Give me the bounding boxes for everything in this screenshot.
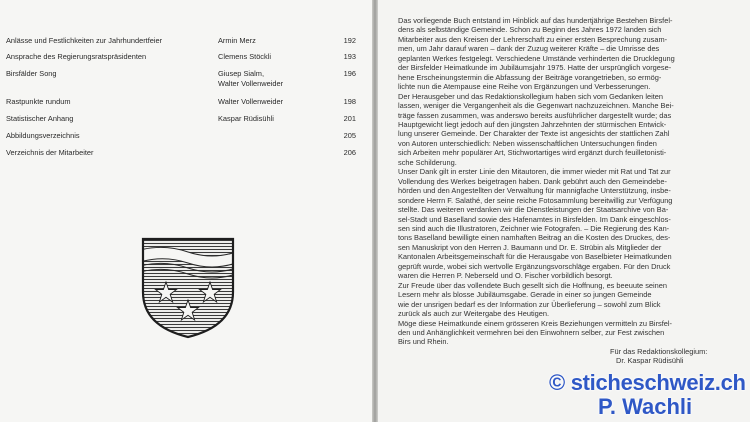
toc-page: 201	[343, 114, 356, 123]
toc-title: Verzeichnis der Mitarbeiter	[6, 148, 94, 157]
signature-name: Dr. Kaspar Rüdisühli	[616, 356, 684, 366]
toc-page: 192	[343, 36, 356, 45]
toc-page: 193	[343, 52, 356, 61]
text-line: sel-Stadt und Baselland sowie des Hafenamtes in Birsfelden. Im Dank eingeschlos-	[398, 214, 671, 224]
text-line: wie der unsrigen bedarf es der Information zur Überlieferung – sowohl zum Blick	[398, 299, 661, 309]
text-line: hörden und den Angestellten der Verwaltung für mannigfache Unterstützung, insbe-	[398, 186, 671, 196]
toc-title: Ansprache des Regierungsratspräsidenten	[6, 52, 147, 61]
text-line: Möge diese Heimatkunde einem grösseren Kreis Beziehungen vermitteln zu Birsfel-	[398, 318, 672, 328]
text-line: lichte nun die Atempause eine Reihe von Ergänzungen und Verbesserungen.	[398, 82, 651, 92]
text-line: von Autoren unterschiedlich: Neben wissenschaftlichen Untersuchungen finden	[398, 138, 657, 148]
coat-of-arms-icon	[140, 236, 236, 340]
text-line: sondere Herrn F. Salathé, der seine reiche Fotosammlung bereitwillig zur Verfügung	[398, 195, 673, 205]
toc-title: Rastpunkte rundum	[6, 97, 71, 106]
text-line: dens als selbständige Gemeinde. Schon zu Beginn des Jahres 1972 landen sich	[398, 25, 662, 35]
signature-line: Für das Redaktionskollegium:	[610, 346, 708, 356]
toc-title: Statistischer Anhang	[6, 114, 74, 123]
toc-page: 206	[343, 148, 356, 157]
text-line: Vollendung des Werkes beigetragen haben. Dank gebührt auch den Gemeindebe-	[398, 176, 667, 186]
text-line: sen sind auch die Illustratoren, Zeichner wie Fotografen. – Die Regierung des Kan-	[398, 223, 670, 233]
text-line: Birs und Rhein.	[398, 337, 449, 347]
text-line: waren die Herren P. Neberseld und O. Fischer vorbildlich besorgt.	[398, 271, 613, 281]
text-line: lassen, weniger die Vergangenheit als die Gegenwart nachzuzeichnen. Manche Bei-	[398, 101, 674, 111]
toc-author: Clemens Stöckli	[218, 52, 271, 61]
text-line: hene Erscheinungstermin die Abfassung der Beiträge vorangetrieben, so ermög-	[398, 72, 662, 82]
watermark-copyright: © sticheschweiz.ch	[549, 370, 746, 395]
toc-author: Walter Vollenweider	[218, 97, 284, 106]
text-line: sen Manuskript von den Herren J. Baumann und Dr. E. Strübin als Mitglieder der	[398, 242, 662, 252]
toc-title: Birsfälder Song	[6, 69, 57, 78]
toc-author: Giusep Sialm,	[218, 69, 265, 78]
text-line: Mitarbeiter aus den Kreisen der Lehrerschaft zu einer ersten Besprechung zusam-	[398, 34, 668, 44]
text-line: sche Schilderung.	[398, 157, 457, 167]
toc-page: 198	[343, 97, 356, 106]
toc-author: Kaspar Rüdisühli	[218, 114, 274, 123]
watermark-name: P. Wachli	[598, 394, 693, 419]
text-line: geplanten Werkes festgelegt. Verschiedene Umstände verhinderten die Drucklegung	[398, 53, 675, 63]
toc-author: Armin Merz	[218, 36, 256, 45]
text-line: men, um Jahr darauf waren – dank der Zuzug weiterer Kräfte – die Umrisse des	[398, 44, 660, 54]
text-line: der Birsfelder Heimatkunde im Jubiläumsjahr 1975. Hatte der ursprünglich vorgese-	[398, 63, 672, 73]
text-line: stellte. Das weiteren verdanken wir die Dienstleistungen der Staatsarchive von Ba-	[398, 205, 669, 215]
left-page	[0, 0, 372, 422]
toc-page: 205	[343, 131, 356, 140]
text-line: sich Arbeiten mehr populärer Art, Stichwortartiges wird ergänzt durch feuilletonisti-	[398, 148, 667, 158]
right-page	[378, 0, 750, 422]
toc-title: Anlässe und Festlichkeiten zur Jahrhundertfeier	[6, 36, 163, 45]
text-line: den und Anhänglichkeit vermehren bei den Einwohnern selber, zur Fest zwischen	[398, 327, 665, 337]
text-line: träge fassen zusammen, was anderswo bereits ausführlicher dargestellt wurde; das	[398, 110, 672, 120]
text-line: Unser Dank gilt in erster Linie den Mitautoren, die immer wieder mit Rat und Tat zur	[398, 167, 671, 177]
text-line: Kantonalen Arbeitsgemeinschaft für die Herausgabe von Baselbieter Heimatkunden	[398, 252, 672, 262]
text-line: lung unserer Gemeinde. Der Charakter der Texte ist angesichts der stattlichen Zahl	[398, 129, 670, 139]
text-line: Zur Freude über das vollendete Buch gesellt sich die Hoffnung, es beeuute seinen	[398, 280, 667, 290]
toc-title: Abbildungsverzeichnis	[6, 131, 80, 140]
text-line: geprüft wurde, wobei sich wertvolle Ergänzungsvorschläge ergaben. Für den Druck	[398, 261, 671, 271]
toc-page: 196	[343, 69, 356, 78]
text-line: Lesern mehr als blosse Jubiläumsgabe. Gerade in einer so jungen Gemeinde	[398, 290, 652, 300]
text-line: Der Herausgeber und das Redaktionskollegium haben sich vom Gedanken leiten	[398, 91, 663, 101]
text-line: Hauptgewicht liegt jedoch auf den jüngsten Jahrzehnten der stürmischen Entwick-	[398, 119, 667, 129]
toc-author-second: Walter Vollenweider	[218, 79, 284, 88]
text-line: tons Baselland bewilligte einen namhaften Beitrag an die Kosten des Druckes, des-	[398, 233, 671, 243]
text-line: zurück als auch zur Weitergabe des Heutigen.	[398, 309, 550, 319]
text-line: Das vorliegende Buch entstand im Hinblick auf das hundertjährige Bestehen Birsfel-	[398, 16, 673, 25]
foreword-text	[398, 16, 746, 366]
